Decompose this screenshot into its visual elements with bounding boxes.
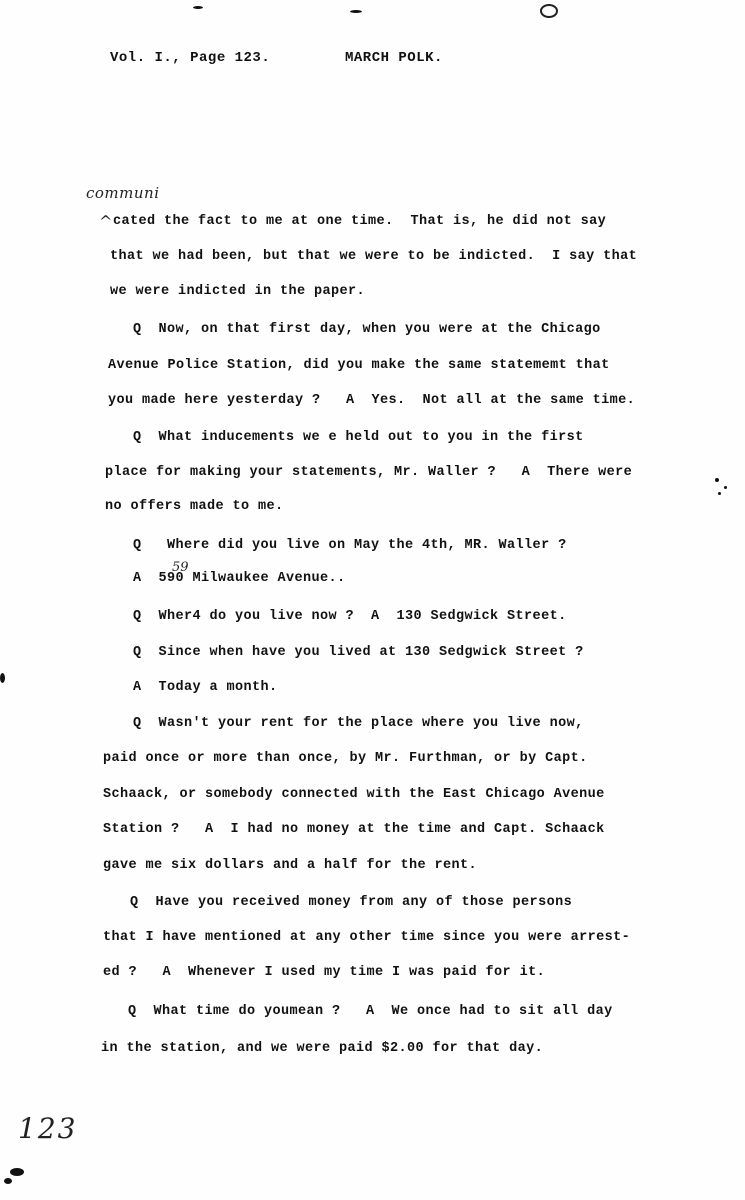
- handwritten-address-correction: 59: [172, 560, 189, 575]
- transcript-line: paid once or more than once, by Mr. Furthman, or by Capt.: [103, 751, 588, 766]
- volume-page-header: Vol. I., Page 123.: [110, 50, 271, 66]
- scan-mark: [4, 1178, 12, 1184]
- witness-name-header: MARCH POLK.: [345, 50, 443, 66]
- transcript-line: Station ? A I had no money at the time and Capt. Schaack: [103, 822, 605, 837]
- scan-mark: [193, 6, 203, 9]
- transcript-line: Q Wasn't your rent for the place where you live now,: [133, 716, 584, 731]
- transcript-line: place for making your statements, Mr. Waller ? A There were: [105, 465, 633, 480]
- scan-mark: [10, 1168, 24, 1176]
- transcript-line: Q Since when have you lived at 130 Sedgwick Street ?: [133, 645, 584, 660]
- scan-mark: [715, 478, 719, 482]
- transcript-line: Q Have you received money from any of those persons: [130, 895, 573, 910]
- transcript-line: Q What inducements we e held out to you in the first: [133, 430, 584, 445]
- transcript-line: that we had been, but that we were to be indicted. I say that: [110, 249, 638, 264]
- transcript-line: A 590 Milwaukee Avenue..: [133, 571, 346, 586]
- transcript-line: A Today a month.: [133, 680, 278, 695]
- transcript-line: no offers made to me.: [105, 499, 284, 514]
- scan-mark: [350, 10, 362, 13]
- transcript-line: Q Now, on that first day, when you were at the Chicago: [133, 322, 601, 337]
- transcript-line: Avenue Police Station, did you make the same statememt that: [108, 358, 610, 373]
- transcript-line: Schaack, or somebody connected with the East Chicago Avenue: [103, 787, 605, 802]
- transcript-line: Q What time do youmean ? A We once had to sit all day: [128, 1004, 613, 1019]
- scan-mark: [0, 673, 5, 683]
- handwritten-page-number: 123: [18, 1112, 78, 1145]
- handwritten-insertion: communi: [86, 184, 160, 202]
- transcript-line: ed ? A Whenever I used my time I was paid for it.: [103, 965, 546, 980]
- scan-mark: [540, 4, 558, 18]
- insertion-caret: ^: [99, 212, 113, 231]
- transcript-line: Q Where did you live on May the 4th, MR. Waller ?: [133, 538, 567, 553]
- scan-mark: [718, 492, 721, 495]
- transcript-line: Q Wher4 do you live now ? A 130 Sedgwick Street.: [133, 609, 567, 624]
- transcript-line: cated the fact to me at one time. That is, he did not say: [113, 214, 607, 229]
- scan-mark: [724, 486, 727, 489]
- transcript-line: we were indicted in the paper.: [110, 284, 366, 299]
- transcript-line: you made here yesterday ? A Yes. Not all at the same time.: [108, 393, 636, 408]
- transcript-line: in the station, and we were paid $2.00 for that day.: [101, 1041, 544, 1056]
- transcript-line: that I have mentioned at any other time since you were arrest-: [103, 930, 631, 945]
- transcript-line: gave me six dollars and a half for the rent.: [103, 858, 478, 873]
